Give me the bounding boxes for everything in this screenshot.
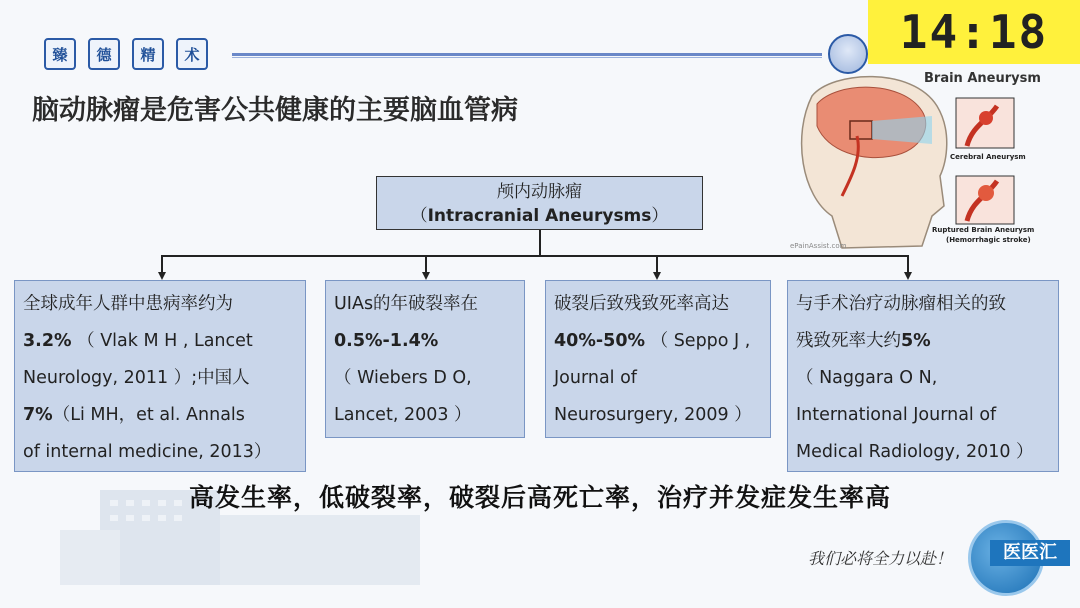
arrow-down-icon bbox=[158, 272, 166, 280]
card-4-line-2 bbox=[796, 323, 1050, 360]
card-4-line-3: （ Naggara O N, bbox=[796, 368, 938, 388]
root-en-row bbox=[377, 204, 702, 228]
card-4-line-1: 与手术治疗动脉瘤相关的致 bbox=[796, 294, 1006, 314]
page-title: 脑动脉瘤是危害公共健康的主要脑血管病 bbox=[32, 95, 518, 126]
card-2-value: 0.5%-1.4% bbox=[334, 331, 439, 351]
connector-vertical bbox=[539, 230, 541, 255]
illustration-title: Brain Aneurysm bbox=[924, 71, 1041, 86]
card-2-line-4: Lancet, 2003 ） bbox=[334, 405, 472, 425]
card-3-line-2 bbox=[554, 323, 762, 360]
card-1-ref-a: （ Vlak M H , Lancet bbox=[77, 331, 253, 351]
header-divider bbox=[232, 53, 822, 56]
connector-drop-3 bbox=[656, 255, 658, 272]
header-divider-thin bbox=[232, 57, 822, 58]
card-3-ref-a: （ Seppo J , bbox=[650, 331, 751, 351]
card-mortality bbox=[545, 280, 771, 438]
card-3-line-3: Journal of bbox=[554, 368, 637, 388]
illus-credit: ePainAssist.com bbox=[790, 242, 847, 250]
card-surgery-risk bbox=[787, 280, 1059, 472]
card-prevalence bbox=[14, 280, 306, 472]
card-1-value-2: 7% bbox=[23, 405, 53, 425]
brand-name: 医医汇 bbox=[990, 540, 1070, 566]
card-4-value: 5% bbox=[901, 331, 931, 351]
card-4-line-5: Medical Radiology, 2010 ） bbox=[796, 442, 1034, 462]
root-cn: 颅内动脉瘤 bbox=[497, 182, 582, 202]
card-rupture-rate bbox=[325, 280, 525, 438]
illus-label-hemorrhagic: (Hemorrhagic stroke) bbox=[946, 236, 1031, 244]
card-2-line-3: （ Wiebers D O, bbox=[334, 368, 472, 388]
card-3-line-4: Neurosurgery, 2009 ） bbox=[554, 405, 752, 425]
card-1-line-5: of internal medicine, 2013） bbox=[23, 442, 272, 462]
connector-horizontal bbox=[161, 255, 909, 257]
connector-drop-2 bbox=[425, 255, 427, 272]
connector-drop-4 bbox=[907, 255, 909, 272]
card-3-value: 40%-50% bbox=[554, 331, 646, 351]
root-en-close: ） bbox=[651, 206, 669, 226]
root-box bbox=[376, 176, 703, 230]
card-1-line-4 bbox=[23, 397, 297, 434]
root-en: Intracranial Aneurysms bbox=[427, 206, 652, 226]
brain-aneurysm-illustration bbox=[772, 66, 1072, 256]
summary-statement: 高发生率，低破裂率，破裂后高死亡率，治疗并发症发生率高 bbox=[188, 483, 891, 512]
timer: 14:18 bbox=[868, 0, 1080, 64]
card-1-line-2 bbox=[23, 323, 297, 360]
card-4-text: 残致死率大约 bbox=[796, 331, 901, 351]
arrow-down-icon bbox=[653, 272, 661, 280]
card-1-line-1: 全球成年人群中患病率约为 bbox=[23, 294, 233, 314]
seal-2: 德 bbox=[88, 38, 120, 70]
card-1-line-3: Neurology, 2011 ）;中国人 bbox=[23, 368, 250, 388]
motto-seals bbox=[44, 38, 208, 70]
arrow-down-icon bbox=[422, 272, 430, 280]
slogan: 我们必将全力以赴！ bbox=[808, 549, 953, 568]
card-1-value: 3.2% bbox=[23, 331, 72, 351]
seal-1: 臻 bbox=[44, 38, 76, 70]
connector-drop-1 bbox=[161, 255, 163, 272]
seal-4: 术 bbox=[176, 38, 208, 70]
card-2-line-2 bbox=[334, 323, 516, 360]
card-4-line-4: International Journal of bbox=[796, 405, 997, 425]
card-3-line-1: 破裂后致残致死率高达 bbox=[554, 294, 729, 314]
illus-label-ruptured: Ruptured Brain Aneurysm bbox=[932, 226, 1035, 234]
seal-3: 精 bbox=[132, 38, 164, 70]
illus-label-cerebral: Cerebral Aneurysm bbox=[950, 153, 1026, 161]
card-2-line-1: UIAs的年破裂率在 bbox=[334, 294, 479, 314]
arrow-down-icon bbox=[904, 272, 912, 280]
card-1-ref-b: （Li MH，et al. Annals bbox=[52, 405, 245, 425]
root-en-open: （ bbox=[410, 206, 428, 226]
